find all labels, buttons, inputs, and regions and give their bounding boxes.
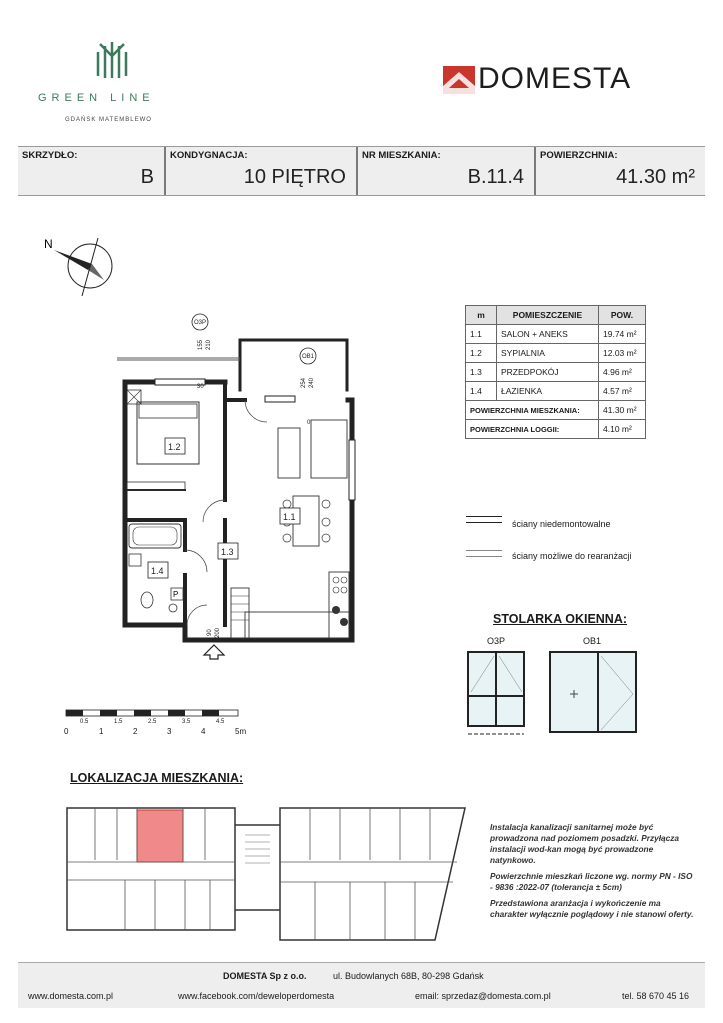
- location-title: LOKALIZACJA MIESZKANIA:: [70, 771, 244, 785]
- scale-bar: [62, 708, 262, 722]
- table-row: 1.1 SALON + ANEKS 19.74 m²: [466, 325, 646, 344]
- svg-text:200: 200: [215, 627, 221, 638]
- svg-text:210: 210: [206, 339, 212, 350]
- compass-north-label: N: [44, 237, 53, 251]
- note-disclaimer: Przedstawiona aranżacja i wykończenie ma charakter wyłącznie poglądowy i nie stanowi oferty.: [490, 898, 694, 919]
- window-o3p-drawing: [466, 650, 528, 740]
- svg-text:0: 0: [307, 420, 311, 426]
- windows-title: STOLARKA OKIENNA:: [493, 612, 628, 626]
- window-label-ob1: OB1: [583, 636, 602, 646]
- svg-text:P: P: [173, 590, 179, 599]
- room-label-1-2: 1.2: [168, 442, 181, 452]
- window-ob1-drawing: [548, 650, 640, 740]
- room-label-1-4: 1.4: [151, 566, 164, 576]
- footer-phone: tel. 58 670 45 16: [622, 991, 690, 1001]
- info-area: POWIERZCHNIA: 41.30 m²: [540, 150, 695, 188]
- floor-plan: [115, 310, 365, 660]
- room-label-1-1: 1.1: [283, 512, 296, 522]
- greenline-wordmark: GREEN LINE: [38, 92, 155, 104]
- table-row-total: POWIERZCHNIA MIESZKANIA: 41.30 m²: [466, 401, 646, 420]
- window-marker-o3p: O3P: [194, 320, 207, 326]
- legend-fixed-wall-icon: [466, 516, 502, 523]
- legend-rearrange-wall-icon: [466, 550, 502, 557]
- footer-facebook-link[interactable]: www.facebook.com/deweloperdomesta: [178, 991, 335, 1001]
- info-wing: SKRZYDŁO: B: [18, 147, 166, 195]
- svg-text:155: 155: [198, 339, 204, 350]
- footer: [18, 962, 705, 1008]
- domesta-wordmark: DOMESTA: [478, 62, 632, 95]
- greenline-subtitle: GDAŃSK MATEMBLEWO: [65, 117, 152, 123]
- table-row: 1.4 ŁAZIENKA 4.57 m²: [466, 382, 646, 401]
- svg-text:90: 90: [207, 629, 213, 636]
- info-apartment-number: NR MIESZKANIA: B.11.4: [358, 147, 536, 195]
- apartment-info-bar: [18, 146, 705, 196]
- location-building-plan: [65, 800, 470, 950]
- window-label-o3p: O3P: [487, 636, 506, 646]
- footer-address: ul. Budowlanych 68B, 80-298 Gdańsk: [333, 971, 484, 981]
- compass-north-icon: [40, 234, 120, 304]
- footer-website-link[interactable]: www.domesta.com.pl: [28, 991, 114, 1001]
- legend-fixed-wall-label: ściany niedemontowalne: [512, 519, 611, 529]
- footer-company: DOMESTA Sp z o.o.: [223, 971, 307, 981]
- table-row: 1.3 PRZEDPOKÓJ 4.96 m²: [466, 363, 646, 382]
- svg-text:240: 240: [309, 377, 315, 388]
- legend-rearrange-wall-label: ściany możliwe do rearanżacji: [512, 551, 632, 561]
- greenline-logo-icon: [88, 38, 136, 82]
- note-sewage: Instalacja kanalizacji sanitarnej może być prowadzona nad poziomem posadzki. Przyłącza instalacji wod-kan mogą być prowadzone natynkowo.: [490, 822, 680, 865]
- footer-email-link[interactable]: email: sprzedaz@domesta.com.pl: [415, 991, 551, 1001]
- window-marker-ob1: OB1: [302, 354, 315, 360]
- info-floor: KONDYGNACJA: 10 PIĘTRO: [166, 147, 358, 195]
- notes-block: [490, 822, 695, 925]
- domesta-logo-icon: [443, 66, 475, 94]
- location-highlight-apartment: [137, 810, 183, 862]
- entrance-arrow-icon: [202, 643, 226, 661]
- table-row-loggia: POWIERZCHNIA LOGGII: 4.10 m²: [466, 420, 646, 439]
- note-area-standard: Powierzchnie mieszkań liczone wg. normy PN - ISO - 9836 :2022-07 (tolerancja ± 5cm): [490, 871, 693, 892]
- svg-text:30: 30: [197, 384, 204, 390]
- svg-text:254: 254: [301, 377, 307, 388]
- room-label-1-3: 1.3: [221, 547, 234, 557]
- rooms-table: m POMIESZCZENIE POW. 1.1 SALON + ANEKS 19.74 m² 1.2 SYPIALNIA 12.03 m² 1.3 PRZEDPOKÓJ 4.96 m² 1.4 ŁAZIENKA 4.57 m² POWIERZCHNIA MIESZKANIA: 41.30 m² POWIERZCHNIA LOGGII: 4.10 m²: [465, 305, 646, 439]
- table-row: 1.2 SYPIALNIA 12.03 m²: [466, 344, 646, 363]
